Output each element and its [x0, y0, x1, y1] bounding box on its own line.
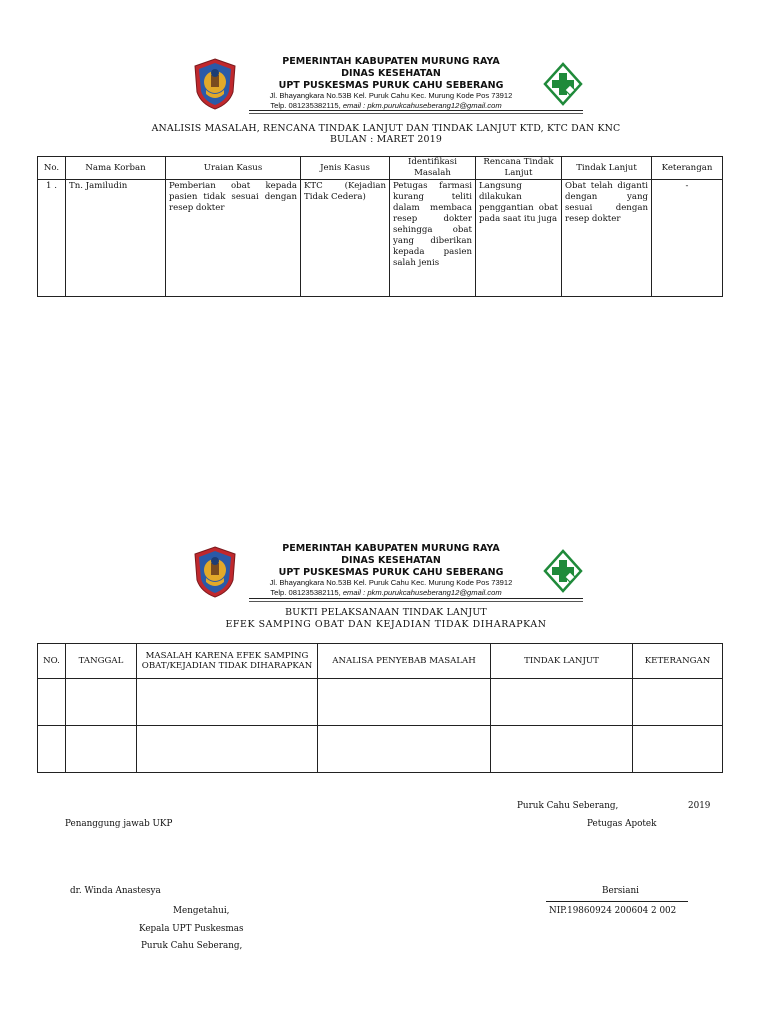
- cell-jenis: KTC (Kejadian Tidak Cedera): [301, 180, 390, 297]
- left-name: dr. Winda Anastesya: [70, 886, 161, 896]
- letterhead-line1: PEMERINTAH KABUPATEN MURUNG RAYA: [282, 543, 500, 554]
- section1-subtitle: BULAN : MARET 2019: [329, 134, 443, 145]
- col-header-rencana: Rencana Tindak Lanjut: [476, 157, 562, 180]
- place-date: Puruk Cahu Seberang,: [517, 801, 619, 811]
- letterhead-line1: PEMERINTAH KABUPATEN MURUNG RAYA: [282, 56, 500, 67]
- letterhead-rule: [249, 598, 583, 599]
- cell-uraian: Pemberian obat kepada pasien tidak sesuai dengan resep dokter: [166, 180, 301, 297]
- letterhead-address: Jl. Bhayangkara No.53B Kel. Puruk Cahu Kec. Murung Kode Pos 73912: [269, 578, 513, 587]
- letterhead-line3: UPT PUSKESMAS PURUK CAHU SEBERANG: [278, 80, 504, 91]
- cell-no: 1 .: [38, 180, 66, 297]
- cell-empty: [38, 679, 66, 726]
- cell-identifikasi: Petugas farmasi kurang teliti dalam membaca resep dokter sehingga obat yang diberikan kepada pasien salah jenis: [390, 180, 476, 297]
- acknowledge-place: Puruk Cahu Seberang,: [141, 941, 243, 951]
- col-header-analisa: ANALISA PENYEBAB MASALAH: [318, 644, 491, 679]
- cell-tindak: Obat telah diganti dengan yang sesuai dengan resep dokter: [562, 180, 652, 297]
- left-role: Penanggung jawab UKP: [65, 819, 173, 829]
- cell-empty: [137, 726, 318, 773]
- evidence-table-header: [38, 644, 723, 679]
- cell-rencana: Langsung dilakukan penggantian obat pada saat itu juga: [476, 180, 562, 297]
- analysis-table: [37, 156, 723, 297]
- letterhead-phone: Telp. 081235382115,: [270, 588, 343, 597]
- col-header-masalah: MASALAH KARENA EFEK SAMPING OBAT/KEJADIAN TIDAK DIHARAPKAN: [137, 644, 318, 679]
- puskesmas-cross-icon: [543, 62, 583, 106]
- acknowledge-label: Mengetahui,: [173, 906, 230, 916]
- letterhead-rule-thin: [249, 601, 583, 602]
- cell-keterangan: -: [652, 180, 723, 297]
- letterhead-contact: [216, 101, 556, 110]
- cell-empty: [318, 726, 491, 773]
- table-row: [38, 679, 723, 726]
- acknowledge-role: Kepala UPT Puskesmas: [139, 924, 244, 934]
- letterhead-rule-thin: [249, 113, 583, 114]
- letterhead-address: Jl. Bhayangkara No.53B Kel. Puruk Cahu Kec. Murung Kode Pos 73912: [269, 91, 513, 100]
- section2-title: BUKTI PELAKSANAAN TINDAK LANJUT: [285, 607, 487, 618]
- analysis-table-header: [38, 157, 723, 180]
- evidence-table: [37, 643, 723, 773]
- cell-empty: [66, 679, 137, 726]
- col-header-no: NO.: [38, 644, 66, 679]
- signature-year: 2019: [688, 801, 711, 811]
- table-row: [38, 180, 723, 297]
- col-header-keterangan: KETERANGAN: [633, 644, 723, 679]
- col-header-identifikasi: Identifikasi Masalah: [390, 157, 476, 180]
- right-role: Petugas Apotek: [587, 819, 657, 829]
- letterhead-line2: DINAS KESEHATAN: [341, 555, 441, 566]
- col-header-jenis-kasus: Jenis Kasus: [301, 157, 390, 180]
- section1-title: ANALISIS MASALAH, RENCANA TINDAK LANJUT DAN TINDAK LANJUT KTD, KTC DAN KNC: [151, 123, 621, 134]
- cell-empty: [137, 679, 318, 726]
- cell-empty: [491, 726, 633, 773]
- cell-empty: [633, 726, 723, 773]
- cell-empty: [318, 679, 491, 726]
- letterhead-phone: Telp. 081235382115,: [270, 101, 343, 110]
- letterhead-email: pkm.purukcahuseberang12@gmail.com: [367, 101, 502, 110]
- col-header-tindak-lanjut: TINDAK LANJUT: [491, 644, 633, 679]
- cell-empty: [633, 679, 723, 726]
- cell-empty: [491, 679, 633, 726]
- section2-subtitle: EFEK SAMPING OBAT DAN KEJADIAN TIDAK DIHARAPKAN: [225, 619, 547, 630]
- letterhead-line2: DINAS KESEHATAN: [341, 68, 441, 79]
- right-nip: NIP.19860924 200604 2 002: [549, 906, 677, 916]
- cell-nama: Tn. Jamiludin: [66, 180, 166, 297]
- cell-empty: [66, 726, 137, 773]
- cell-empty: [38, 726, 66, 773]
- col-header-tanggal: TANGGAL: [66, 644, 137, 679]
- col-header-uraian-kasus: Uraian Kasus: [166, 157, 301, 180]
- col-header-keterangan: Keterangan: [652, 157, 723, 180]
- letterhead-line3: UPT PUSKESMAS PURUK CAHU SEBERANG: [278, 567, 504, 578]
- letterhead-rule: [249, 110, 583, 111]
- letterhead-email: pkm.purukcahuseberang12@gmail.com: [367, 588, 502, 597]
- col-header-tindak-lanjut: Tindak Lanjut: [562, 157, 652, 180]
- table-row: [38, 726, 723, 773]
- letterhead-contact: [216, 588, 556, 597]
- signature-underline: [546, 901, 688, 902]
- letterhead-email-label: email :: [342, 588, 368, 597]
- col-header-nama-korban: Nama Korban: [66, 157, 166, 180]
- col-header-no: No.: [38, 157, 66, 180]
- puskesmas-cross-icon: [543, 549, 583, 593]
- right-name: Bersiani: [602, 886, 639, 896]
- letterhead-email-label: email :: [342, 101, 368, 110]
